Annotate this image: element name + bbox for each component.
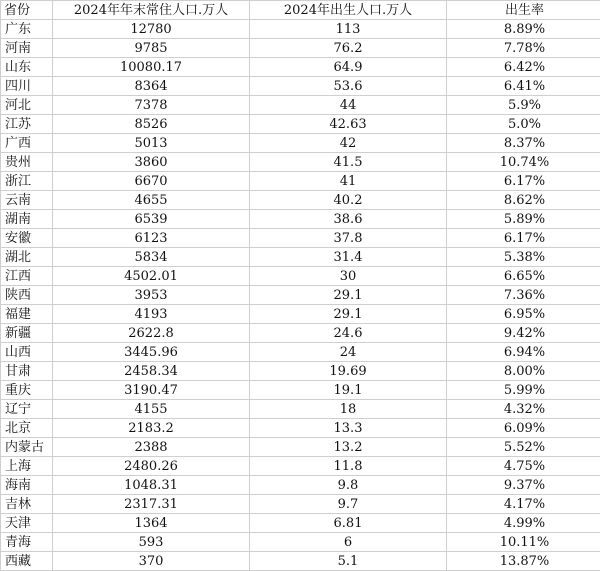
cell-population[interactable]: 2458.34 [53,362,250,381]
table-body [1,20,600,571]
cell-province[interactable]: 天津 [1,514,53,533]
cell-population[interactable]: 8526 [53,115,250,134]
cell-population[interactable]: 8364 [53,77,250,96]
cell-births[interactable]: 64.9 [250,58,447,77]
cell-province[interactable]: 广东 [1,20,53,39]
cell-birth-rate[interactable]: 5.0% [447,115,600,134]
table-row [1,153,600,172]
cell-population[interactable]: 2183.2 [53,419,250,438]
cell-population[interactable]: 2480.26 [53,457,250,476]
cell-population[interactable]: 1364 [53,514,250,533]
cell-province[interactable]: 河南 [1,39,53,58]
cell-birth-rate[interactable]: 4.32% [447,400,600,419]
cell-birth-rate[interactable]: 10.11% [447,533,600,552]
cell-population[interactable]: 2622.8 [53,324,250,343]
cell-birth-rate[interactable]: 4.17% [447,495,600,514]
table-row [1,248,600,267]
cell-births[interactable]: 76.2 [250,39,447,58]
cell-births[interactable]: 6.81 [250,514,447,533]
cell-birth-rate[interactable]: 6.41% [447,77,600,96]
table-row [1,419,600,438]
cell-province[interactable]: 青海 [1,533,53,552]
table-row [1,476,600,495]
cell-birth-rate[interactable]: 8.00% [447,362,600,381]
cell-province[interactable]: 四川 [1,77,53,96]
cell-births[interactable]: 38.6 [250,210,447,229]
cell-population[interactable]: 9785 [53,39,250,58]
cell-birth-rate[interactable]: 5.99% [447,381,600,400]
cell-population[interactable]: 5834 [53,248,250,267]
cell-population[interactable]: 3190.47 [53,381,250,400]
table-row [1,39,600,58]
table-row [1,514,600,533]
cell-birth-rate[interactable]: 6.94% [447,343,600,362]
cell-population[interactable]: 6670 [53,172,250,191]
cell-population[interactable]: 7378 [53,96,250,115]
cell-birth-rate[interactable]: 8.62% [447,191,600,210]
cell-province[interactable]: 贵州 [1,153,53,172]
cell-birth-rate[interactable]: 5.89% [447,210,600,229]
cell-births[interactable]: 18 [250,400,447,419]
cell-province[interactable]: 广西 [1,134,53,153]
cell-province[interactable]: 江苏 [1,115,53,134]
table-row [1,134,600,153]
header-birth-rate[interactable]: 出生率 [447,1,600,20]
cell-births[interactable]: 30 [250,267,447,286]
cell-birth-rate[interactable]: 5.9% [447,96,600,115]
cell-birth-rate[interactable]: 9.42% [447,324,600,343]
cell-births[interactable]: 19.69 [250,362,447,381]
cell-births[interactable]: 44 [250,96,447,115]
cell-province[interactable]: 辽宁 [1,400,53,419]
table-row [1,381,600,400]
cell-birth-rate[interactable]: 7.78% [447,39,600,58]
cell-birth-rate[interactable]: 9.37% [447,476,600,495]
cell-population[interactable]: 4655 [53,191,250,210]
cell-births[interactable]: 24.6 [250,324,447,343]
cell-population[interactable]: 4155 [53,400,250,419]
cell-births[interactable]: 31.4 [250,248,447,267]
cell-birth-rate[interactable]: 6.95% [447,305,600,324]
cell-province[interactable]: 上海 [1,457,53,476]
cell-population[interactable]: 1048.31 [53,476,250,495]
cell-births[interactable]: 13.3 [250,419,447,438]
header-province[interactable]: 省份 [1,1,53,20]
cell-births[interactable]: 13.2 [250,438,447,457]
cell-birth-rate[interactable]: 13.87% [447,552,600,571]
table-row [1,343,600,362]
cell-births[interactable]: 19.1 [250,381,447,400]
cell-province[interactable]: 浙江 [1,172,53,191]
table-row [1,457,600,476]
cell-population[interactable]: 3860 [53,153,250,172]
cell-province[interactable]: 新疆 [1,324,53,343]
table-row [1,533,600,552]
table-row [1,552,600,571]
cell-birth-rate[interactable]: 6.09% [447,419,600,438]
cell-population[interactable]: 2388 [53,438,250,457]
cell-population[interactable]: 3445.96 [53,343,250,362]
table-row [1,400,600,419]
cell-province[interactable]: 河北 [1,96,53,115]
cell-births[interactable]: 42.63 [250,115,447,134]
cell-births[interactable]: 29.1 [250,305,447,324]
header-births[interactable]: 2024年出生人口.万人 [250,1,447,20]
cell-birth-rate[interactable]: 4.75% [447,457,600,476]
cell-population[interactable]: 4502.01 [53,267,250,286]
cell-population[interactable]: 3953 [53,286,250,305]
cell-province[interactable]: 山西 [1,343,53,362]
cell-population[interactable]: 6539 [53,210,250,229]
cell-births[interactable]: 113 [250,20,447,39]
table-row [1,229,600,248]
cell-province[interactable]: 甘肃 [1,362,53,381]
cell-province[interactable]: 陕西 [1,286,53,305]
cell-population[interactable]: 10080.17 [53,58,250,77]
table-row [1,495,600,514]
table-row [1,362,600,381]
cell-population[interactable]: 593 [53,533,250,552]
table-row [1,324,600,343]
cell-birth-rate[interactable]: 5.52% [447,438,600,457]
cell-province[interactable]: 江西 [1,267,53,286]
cell-births[interactable]: 11.8 [250,457,447,476]
cell-birth-rate[interactable]: 6.17% [447,229,600,248]
table-row [1,438,600,457]
cell-birth-rate[interactable]: 6.17% [447,172,600,191]
header-row [1,1,600,20]
cell-births[interactable]: 40.2 [250,191,447,210]
cell-province[interactable]: 福建 [1,305,53,324]
cell-births[interactable]: 9.8 [250,476,447,495]
table-row [1,20,600,39]
cell-population[interactable]: 370 [53,552,250,571]
cell-province[interactable]: 湖南 [1,210,53,229]
cell-birth-rate[interactable]: 4.99% [447,514,600,533]
cell-province[interactable]: 西藏 [1,552,53,571]
cell-population[interactable]: 5013 [53,134,250,153]
table-row [1,77,600,96]
table-row [1,191,600,210]
cell-birth-rate[interactable]: 8.37% [447,134,600,153]
cell-birth-rate[interactable]: 6.42% [447,58,600,77]
cell-province[interactable]: 吉林 [1,495,53,514]
table-row [1,305,600,324]
table-row [1,267,600,286]
table-row [1,210,600,229]
table-row [1,115,600,134]
table-row [1,96,600,115]
cell-birth-rate[interactable]: 7.36% [447,286,600,305]
cell-population[interactable]: 12780 [53,20,250,39]
cell-province[interactable]: 内蒙古 [1,438,53,457]
cell-birth-rate[interactable]: 10.74% [447,153,600,172]
header-population[interactable]: 2024年年末常住人口.万人 [53,1,250,20]
cell-births[interactable]: 29.1 [250,286,447,305]
cell-births[interactable]: 5.1 [250,552,447,571]
cell-birth-rate[interactable]: 8.89% [447,20,600,39]
cell-province[interactable]: 云南 [1,191,53,210]
cell-province[interactable]: 安徽 [1,229,53,248]
cell-birth-rate[interactable]: 5.38% [447,248,600,267]
cell-births[interactable]: 41.5 [250,153,447,172]
table-row [1,172,600,191]
cell-births[interactable]: 53.6 [250,77,447,96]
cell-population[interactable]: 6123 [53,229,250,248]
cell-births[interactable]: 37.8 [250,229,447,248]
cell-population[interactable]: 2317.31 [53,495,250,514]
cell-births[interactable]: 42 [250,134,447,153]
cell-province[interactable]: 重庆 [1,381,53,400]
cell-province[interactable]: 湖北 [1,248,53,267]
cell-births[interactable]: 9.7 [250,495,447,514]
cell-births[interactable]: 41 [250,172,447,191]
cell-population[interactable]: 4193 [53,305,250,324]
cell-births[interactable]: 24 [250,343,447,362]
cell-births[interactable]: 6 [250,533,447,552]
cell-birth-rate[interactable]: 6.65% [447,267,600,286]
cell-province[interactable]: 北京 [1,419,53,438]
cell-province[interactable]: 山东 [1,58,53,77]
table-row [1,58,600,77]
cell-province[interactable]: 海南 [1,476,53,495]
table-row [1,286,600,305]
